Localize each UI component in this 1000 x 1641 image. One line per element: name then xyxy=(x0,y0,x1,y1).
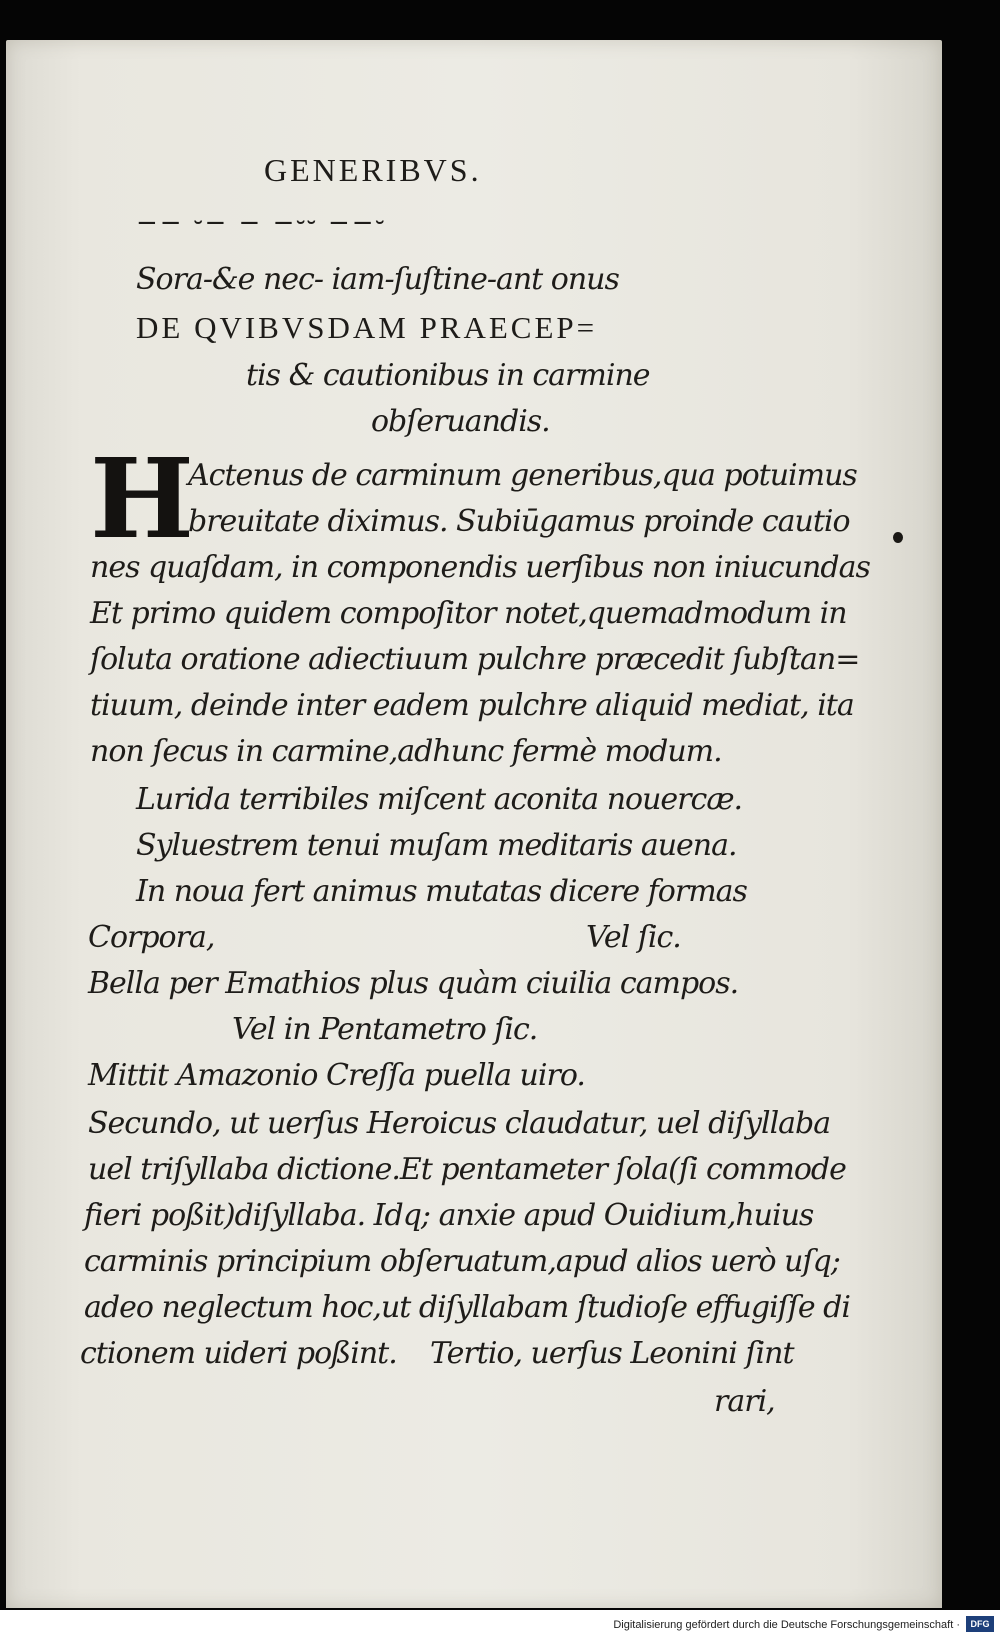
verse-quote: Mittit Amazonio Creſſa puella uiro. xyxy=(88,1058,585,1093)
body-line: fieri poßit)diſyllaba. Idq; anxie apud Ouidium,huius xyxy=(84,1198,814,1233)
running-head: GENERIBVS. xyxy=(264,152,482,188)
drop-cap: H xyxy=(90,434,194,563)
body-line: Secundo, ut uerſus Heroicus claudatur, uel diſyllaba xyxy=(88,1106,831,1141)
body-line: carminis principium obſeruatum,apud alios uerò uſq; xyxy=(84,1244,840,1279)
body-line: Et primo quidem compoſitor notet,quemadmodum in xyxy=(90,596,847,631)
verse-quote: Syluestrem tenui muſam meditaris auena. xyxy=(136,828,737,863)
section-heading-line-3: obſeruandis. xyxy=(371,404,550,439)
section-heading-line-2: tis & cautionibus in carmine xyxy=(246,358,650,393)
body-line: non ſecus in carmine,adhunc fermè modum. xyxy=(90,734,722,769)
verse-quote: Bella per Emathios plus quàm ciuilia campos. xyxy=(88,966,739,1001)
scansion-marks: −− ⏑− − −⏑⏑ −−⏑ xyxy=(136,208,387,238)
body-line: uel triſyllaba dictione.Et pentameter ſola(ſi commode xyxy=(88,1152,846,1187)
book-page xyxy=(6,40,942,1608)
body-line: nes quaſdam, in componendis uerſibus non iniucundas xyxy=(90,550,870,585)
body-line: Actenus de carminum generibus,qua potuimus xyxy=(188,458,857,493)
scanned-verse: Sora-&e nec- iam-ſuſtine-ant onus xyxy=(136,262,619,297)
verse-quote: In noua fert animus mutatas dicere formas xyxy=(136,874,747,909)
ink-spot xyxy=(893,532,903,543)
verse-quote: Lurida terribiles miſcent aconita nouercæ. xyxy=(136,782,743,817)
dfg-logo-icon: DFG xyxy=(966,1616,994,1632)
verse-note: Vel ſic. xyxy=(586,920,681,955)
body-line: tiuum, deinde inter eadem pulchre aliquid mediat, ita xyxy=(90,688,854,723)
section-heading-line-1: DE QVIBVSDAM PRAECEP= xyxy=(136,310,598,345)
catchword: rari, xyxy=(714,1384,775,1419)
body-line: adeo neglectum hoc,ut diſyllabam ſtudioſe effugiſſe di xyxy=(84,1290,850,1325)
verse-quote: Corpora, xyxy=(88,920,215,955)
digitization-credit: Digitalisierung gefördert durch die Deutsche Forschungsgemeinschaft · xyxy=(613,1619,960,1631)
body-line: Tertio, uerſus Leonini ſint xyxy=(430,1336,794,1371)
body-line: breuitate diximus. Subiūgamus proinde cautio xyxy=(188,504,850,539)
verse-note: Vel in Pentametro ſic. xyxy=(232,1012,538,1047)
body-line: ſoluta oratione adiectiuum pulchre præcedit ſubſtan= xyxy=(90,642,860,677)
body-line: ctionem uideri poßint. xyxy=(80,1336,397,1371)
